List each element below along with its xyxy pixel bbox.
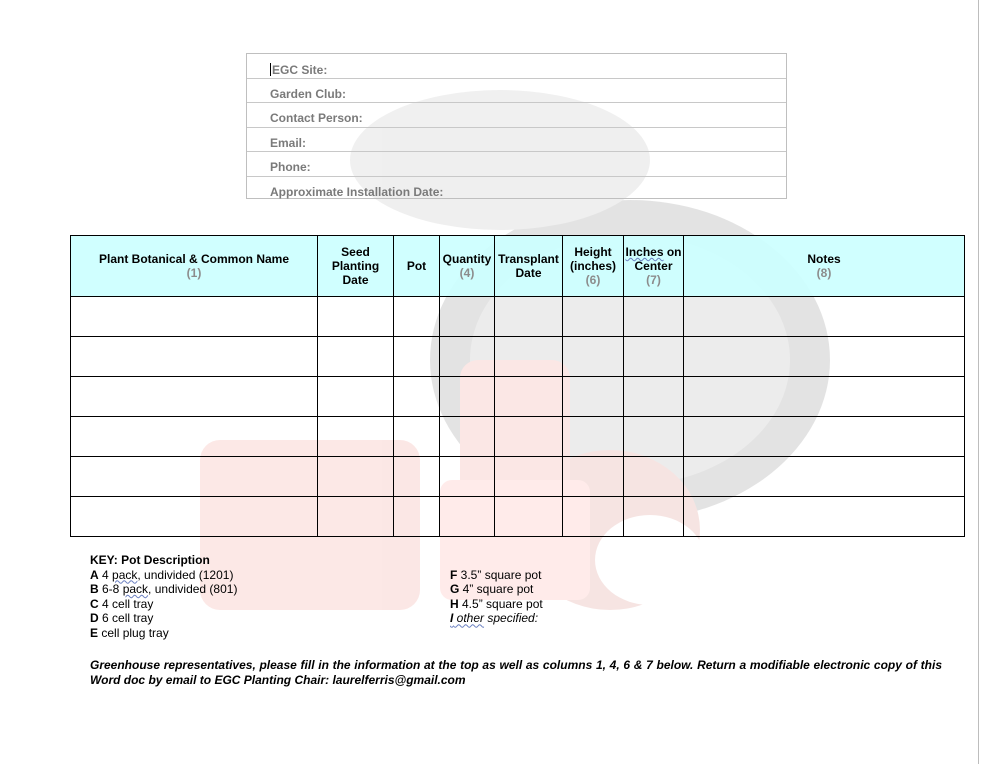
table-cell[interactable] [624,337,684,377]
key-item-i: I other specified: [450,611,539,626]
table-cell[interactable] [495,337,563,377]
table-cell[interactable] [495,497,563,537]
table-cell[interactable] [71,417,318,457]
col-header-height: Height (inches) (6) [563,236,624,297]
col-header-transplant-date: Transplant Date [495,236,563,297]
table-cell[interactable] [440,297,495,337]
key-item-d: D 6 cell tray [90,611,154,626]
table-cell[interactable] [394,377,440,417]
col-header-seed-planting-date: Seed Planting Date [318,236,394,297]
table-row [71,377,965,417]
table-row [71,457,965,497]
table-cell[interactable] [440,417,495,457]
contact-person-field[interactable]: Contact Person: [247,103,786,128]
table-cell[interactable] [71,377,318,417]
pot-key-right [450,568,543,626]
key-item-g: G 4” square pot [450,582,534,597]
key-item-e: E cell plug tray [90,625,169,640]
table-cell[interactable] [495,297,563,337]
table-cell[interactable] [495,457,563,497]
table-cell[interactable] [563,337,624,377]
text-cursor [270,63,271,76]
table-cell[interactable] [440,377,495,417]
table-cell[interactable] [563,497,624,537]
table-cell[interactable] [394,497,440,537]
email-field[interactable]: Email: [247,128,786,153]
garden-club-field[interactable]: Garden Club: [247,79,786,104]
col-header-plant-name: Plant Botanical & Common Name (1) [71,236,318,297]
phone-field[interactable]: Phone: [247,152,786,177]
table-cell[interactable] [318,457,394,497]
table-cell[interactable] [318,417,394,457]
table-cell[interactable] [318,297,394,337]
table-cell[interactable] [624,497,684,537]
table-row [71,497,965,537]
table-cell[interactable] [71,337,318,377]
table-cell[interactable] [684,297,965,337]
key-title: KEY: Pot Description [90,553,210,567]
table-header-row [71,236,965,297]
table-row [71,297,965,337]
key-item-b: B 6-8 pack, undivided (801) [90,582,238,597]
table-cell[interactable] [563,457,624,497]
table-cell[interactable] [318,497,394,537]
pot-key-left [90,553,237,641]
table-cell[interactable] [684,377,965,417]
table-cell[interactable] [563,377,624,417]
col-header-pot: Pot [394,236,440,297]
table-cell[interactable] [394,457,440,497]
table-cell[interactable] [624,457,684,497]
col-header-notes: Notes (8) [684,236,965,297]
table-cell[interactable] [495,377,563,417]
key-item-f: F 3.5” square pot [450,567,542,582]
table-cell[interactable] [563,297,624,337]
table-cell[interactable] [684,497,965,537]
table-cell[interactable] [624,417,684,457]
table-cell[interactable] [440,457,495,497]
table-cell[interactable] [684,457,965,497]
table-cell[interactable] [394,337,440,377]
table-cell[interactable] [394,297,440,337]
table-cell[interactable] [71,457,318,497]
table-cell[interactable] [440,497,495,537]
table-cell[interactable] [684,337,965,377]
table-cell[interactable] [318,337,394,377]
instructions-text: Greenhouse representatives, please fill in the information at the top as well as columns 1, 4, 6 & 7 below. Return a modifiable electronic copy of this Word doc by email to EGC Planting Chair: laurelferris@gmail.com [90,658,942,687]
table-cell[interactable] [71,497,318,537]
table-row [71,417,965,457]
table-cell[interactable] [318,377,394,417]
installation-date-field[interactable]: Approximate Installation Date: [270,184,444,199]
table-cell[interactable] [394,417,440,457]
col-header-inches-on-center: Inches on Center (7) [624,236,684,297]
table-cell[interactable] [684,417,965,457]
table-cell[interactable] [71,297,318,337]
key-item-a: A 4 pack, undivided (1201) [90,567,234,582]
table-cell[interactable] [624,297,684,337]
table-cell[interactable] [563,417,624,457]
table-cell[interactable] [624,377,684,417]
table-row [71,337,965,377]
egc-site-field[interactable]: EGC Site: [247,54,786,79]
page-edge-line [978,0,979,764]
contact-info-box [246,53,787,199]
planting-table [70,235,965,537]
table-cell[interactable] [440,337,495,377]
table-cell[interactable] [495,417,563,457]
col-header-quantity: Quantity (4) [440,236,495,297]
key-item-h: H 4.5” square pot [450,596,543,611]
key-item-c: C 4 cell tray [90,596,154,611]
